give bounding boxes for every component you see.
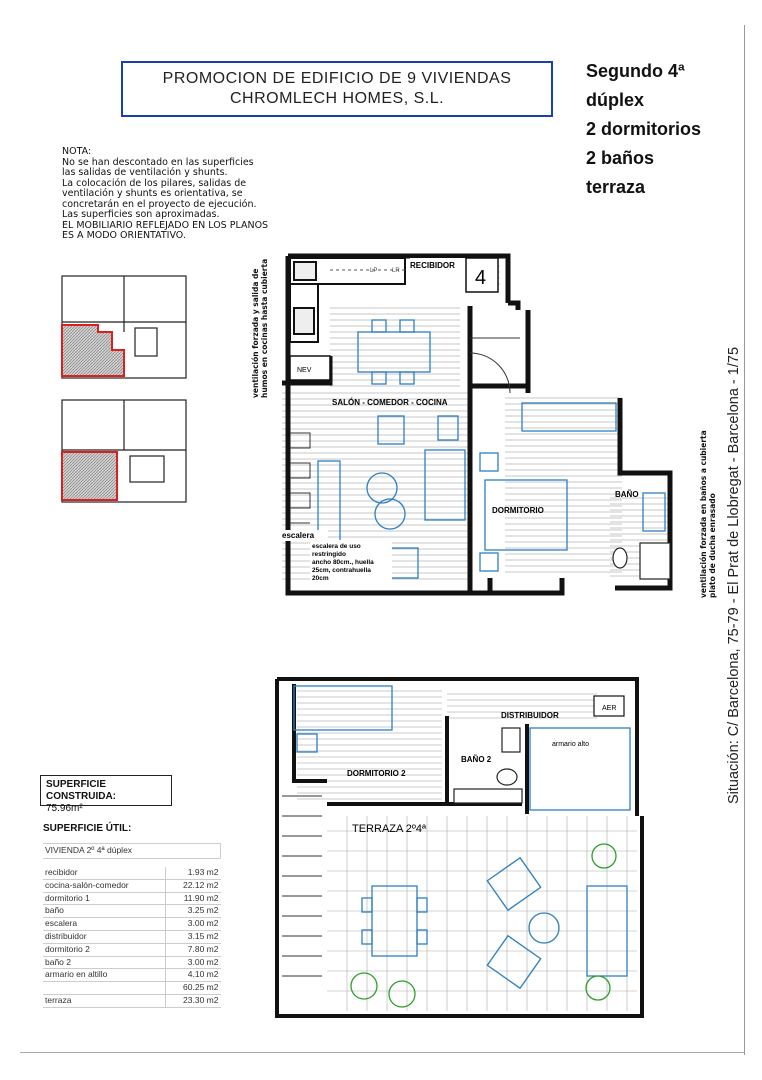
terrace-area: 23.30 m2 (165, 994, 220, 1007)
bath-ventilation-line: plato de ducha enrasado (708, 493, 717, 598)
table-row (43, 994, 221, 1007)
room-name: armario en altillo (43, 969, 165, 982)
note-line: concretarán en el proyecto de ejecución. (62, 198, 257, 210)
terraza-label: TERRAZA 2º4ª (352, 823, 427, 835)
kitchen-ventilation-line: ventilación forzada y salida de (251, 268, 260, 398)
bathroom-fixtures (613, 543, 670, 579)
table-row (43, 969, 221, 982)
room-area: 22.12 m2 (165, 879, 220, 892)
unit-number: 4 (475, 267, 487, 289)
developer-name: CHROMLECH HOMES, S.L. (229, 90, 445, 107)
lower-stairs (282, 796, 322, 976)
bath-ventilation-note (699, 430, 717, 598)
escalera-note-line: ancho 80cm., huella (312, 559, 374, 566)
nev-label: NEV (297, 367, 312, 374)
bath-ventilation-line: ventilación forzada en baños a cubierta (699, 430, 708, 598)
bano2-label: BAÑO 2 (461, 755, 492, 764)
table-row (43, 918, 221, 931)
note-line: ventilación y shunts es orientativa, se (62, 188, 243, 199)
room-name: recibidor (43, 867, 165, 879)
key-plans (60, 272, 190, 508)
escalera-note-line: escalera de uso (312, 543, 361, 550)
table-row (43, 892, 221, 905)
project-title: PROMOCION DE EDIFICIO DE 9 VIVIENDAS (162, 70, 512, 87)
built-area-value: 75.96m² (46, 803, 83, 814)
room-area: 11.90 m2 (165, 892, 220, 905)
room-name: escalera (43, 918, 165, 931)
usable-area-table (43, 843, 221, 1008)
built-area-label: SUPERFICIE CONSTRUIDA: (46, 779, 116, 802)
room-area: 3.00 m2 (165, 956, 220, 969)
plants (351, 844, 616, 1007)
table-total-row (43, 982, 221, 995)
room-area: 1.93 m2 (165, 867, 220, 879)
unit-summary (586, 57, 701, 202)
stairs (290, 433, 310, 523)
note-heading: NOTA: (62, 146, 92, 157)
table-header-row (43, 844, 221, 859)
salon-label: SALÓN - COMEDOR - COCINA (332, 398, 448, 407)
key-plan-lower-highlight (62, 452, 117, 500)
table-row (43, 905, 221, 918)
table-row (43, 867, 221, 879)
table-row (43, 943, 221, 956)
bano-label: BAÑO (615, 490, 639, 499)
note-line: EL MOBILIARIO REFLEJADO EN LOS PLANOS (62, 219, 269, 231)
room-name: distribuidor (43, 930, 165, 943)
kitchen-ventilation-line: humos en cocinas hasta cubierta (260, 258, 269, 398)
room-name: dormitorio 2 (43, 943, 165, 956)
escalera-note-line: 25cm, contrahuella (312, 567, 371, 574)
recibidor-label: RECIBIDOR (410, 261, 455, 270)
unit-bathrooms: 2 baños (586, 148, 655, 168)
lower-bath-fixtures (454, 728, 522, 803)
project-title-box (121, 61, 553, 117)
table-row (43, 956, 221, 969)
note-line: Las superficies son aproximadas. (62, 209, 220, 220)
room-name: baño 2 (43, 956, 165, 969)
unit-bedrooms: 2 dormitorios (586, 119, 702, 139)
unit-type: dúplex (586, 90, 645, 110)
note-line: las salidas de ventilación y shunts. (62, 167, 228, 178)
room-area: 3.25 m2 (165, 905, 220, 918)
page-divider (744, 25, 745, 1055)
usable-area-label: SUPERFICIE ÚTIL: (43, 823, 132, 834)
room-name: cocina-salón-comedor (43, 879, 165, 892)
lower-floor-plan (272, 676, 657, 1021)
kitchen-ventilation-note (251, 259, 269, 398)
total-area: 60.25 m2 (165, 982, 220, 995)
room-area: 4.10 m2 (165, 969, 220, 982)
dormitorio2-label: DORMITORIO 2 (347, 769, 406, 778)
room-area: 3.00 m2 (165, 918, 220, 931)
table-row (43, 879, 221, 892)
upper-floor-plan (270, 248, 700, 603)
terrace-name: terraza (43, 994, 165, 1007)
note-line: ES A MODO ORIENTATIVO. (62, 230, 186, 241)
location-text: Situación: C/ Barcelona, 75-79 - El Prat de Llobregat - Barcelona - 1/75 (726, 346, 742, 804)
aer-label: AER (602, 705, 617, 712)
kitchen-counter (290, 258, 405, 342)
note-line: No se han descontado en las superficies (62, 156, 254, 168)
distribuidor-label: DISTRIBUIDOR (501, 711, 559, 720)
room-name: baño (43, 905, 165, 918)
lr-label: LR (392, 268, 400, 274)
table-header: VIVIENDA 2º 4ª dúplex (43, 844, 221, 859)
lower-furniture (294, 686, 630, 988)
note-block (62, 147, 284, 242)
key-plan-upper-highlight (62, 325, 124, 376)
unit-terrace: terraza (586, 177, 646, 197)
built-area-box (40, 775, 172, 814)
dormitorio-label: DORMITORIO (492, 506, 544, 515)
lp-label: LP (370, 268, 378, 274)
room-name: dormitorio 1 (43, 892, 165, 905)
escalera-note-line: 20cm (312, 575, 329, 582)
armario-label: armario alto (552, 741, 589, 748)
room-area: 7.80 m2 (165, 943, 220, 956)
table-row (43, 930, 221, 943)
note-line: La colocación de los pilares, salidas de (62, 177, 247, 189)
page-bottom-line (20, 1052, 744, 1053)
escalera-note-line: restringido (312, 551, 346, 558)
escalera-label: escalera (282, 531, 315, 540)
terrace-grid (327, 816, 637, 1011)
room-area: 3.15 m2 (165, 930, 220, 943)
unit-floor: Segundo 4ª (586, 61, 685, 81)
